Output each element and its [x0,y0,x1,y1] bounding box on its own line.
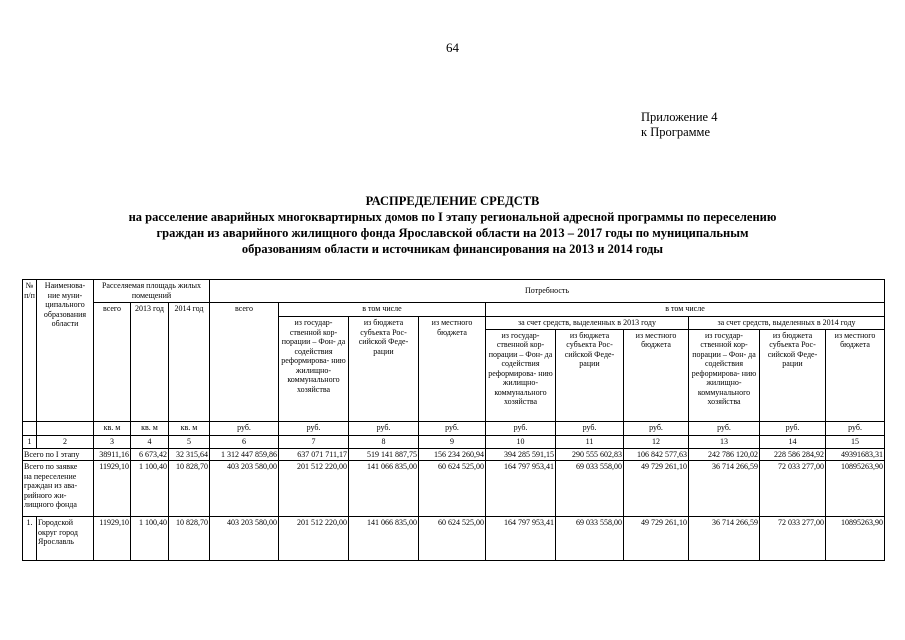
header-fund: из государ- ственной кор- порации – Фон- да содействия реформирова- нию жилищно- коммунального хозяйства [279,317,349,422]
header-regional: из бюджета субъекта Рос- сийской Феде- рации [349,317,419,422]
cell: 10 828,70 [169,517,210,561]
cell: 36 714 266,59 [689,461,760,517]
unit-cell: руб. [486,421,556,435]
col-number: 6 [210,435,279,448]
cell: 156 234 260,94 [419,448,486,461]
row-num: 1. [23,517,37,561]
col-number: 10 [486,435,556,448]
unit-cell: руб. [279,421,349,435]
header-area-total: всего [94,303,131,422]
header-2014-alloc: за счет средств, выделенных в 2014 году [689,317,885,330]
unit-cell: руб. [689,421,760,435]
cell: 69 033 558,00 [556,517,624,561]
col-number: 9 [419,435,486,448]
cell: 49391683,31 [826,448,885,461]
unit-cell: кв. м [94,421,131,435]
unit-cell: руб. [419,421,486,435]
cell: 69 033 558,00 [556,461,624,517]
units-cell [23,421,37,435]
funds-distribution-table [22,279,885,561]
col-number: 13 [689,435,760,448]
row-label: Городской округ город Ярославль [37,517,94,561]
unit-cell: руб. [349,421,419,435]
header-incl-2: в том числе [486,303,885,317]
cell: 6 673,42 [131,448,169,461]
header-fund-2014: из государ- ственной кор- порации – Фон- да содействия реформирова- нию жилищно- коммунального хозяйства [689,329,760,421]
cell: 72 033 277,00 [760,461,826,517]
cell: 1 100,40 [131,461,169,517]
cell: 141 066 835,00 [349,517,419,561]
cell: 242 786 120,02 [689,448,760,461]
title-line-3: образованиям области и источникам финансирования на 2013 и 2014 годы [241,242,664,256]
title-heading: РАСПРЕДЕЛЕНИЕ СРЕДСТВ [365,194,540,208]
cell: 106 842 577,63 [624,448,689,461]
header-need-total: всего [210,303,279,422]
appendix-note [641,110,717,140]
unit-cell: кв. м [131,421,169,435]
header-municipality: Наименова- ние муни- ципального образования области [37,280,94,422]
col-number: 8 [349,435,419,448]
cell: 60 624 525,00 [419,461,486,517]
col-number: 5 [169,435,210,448]
header-need: Потребность [210,280,885,303]
col-number: 4 [131,435,169,448]
cell: 164 797 953,41 [486,461,556,517]
appendix-line-1: Приложение 4 [641,110,718,124]
col-number: 15 [826,435,885,448]
table-row [23,448,885,461]
col-number: 12 [624,435,689,448]
row-label: Всего по заявке на переселение граждан из ава- рийного жи- лищного фонда [23,461,94,517]
header-local-2013: из местного бюджета [624,329,689,421]
cell: 290 555 602,83 [556,448,624,461]
cell: 1 312 447 859,86 [210,448,279,461]
cell: 394 285 591,15 [486,448,556,461]
title-line-2: граждан из аварийного жилищного фонда Ярославской области на 2013 – 2017 годы по муниципальным [156,226,749,240]
unit-cell: руб. [210,421,279,435]
header-local: из местного бюджета [419,317,486,422]
cell: 201 512 220,00 [279,461,349,517]
column-numbers-row [23,435,885,448]
units-cell [37,421,94,435]
header-area-2014: 2014 год [169,303,210,422]
cell: 49 729 261,10 [624,517,689,561]
col-number: 2 [37,435,94,448]
title-line-1: на расселение аварийных многоквартирных домов по I этапу региональной адресной программы по переселению [128,210,777,224]
cell: 10 828,70 [169,461,210,517]
header-incl-1: в том числе [279,303,486,317]
cell: 403 203 580,00 [210,461,279,517]
cell: 60 624 525,00 [419,517,486,561]
cell: 49 729 261,10 [624,461,689,517]
col-number: 14 [760,435,826,448]
table-row [23,517,885,561]
cell: 11929,10 [94,517,131,561]
cell: 141 066 835,00 [349,461,419,517]
row-label: Всего по I этапу [23,448,94,461]
header-regional-2014: из бюджета субъекта Рос- сийской Феде- рации [760,329,826,421]
header-area: Расселяемая площадь жилых помещений [94,280,210,303]
unit-cell: руб. [624,421,689,435]
cell: 164 797 953,41 [486,517,556,561]
header-num: № п/п [23,280,37,422]
col-number: 11 [556,435,624,448]
cell: 72 033 277,00 [760,517,826,561]
cell: 10895263,90 [826,517,885,561]
cell: 10895263,90 [826,461,885,517]
unit-cell: руб. [556,421,624,435]
cell: 403 203 580,00 [210,517,279,561]
unit-cell: руб. [760,421,826,435]
header-local-2014: из местного бюджета [826,329,885,421]
header-regional-2013: из бюджета субъекта Рос- сийской Феде- рации [556,329,624,421]
appendix-line-2: к Программе [641,125,711,139]
cell: 201 512 220,00 [279,517,349,561]
header-fund-2013: из государ- ственной кор- порации – Фон- да содействия реформирова- нию жилищно- коммунального хозяйства [486,329,556,421]
col-number: 1 [23,435,37,448]
page-number: 64 [446,40,459,55]
cell: 637 071 711,17 [279,448,349,461]
header-2013-alloc: за счет средств, выделенных в 2013 году [486,317,689,330]
cell: 1 100,40 [131,517,169,561]
col-number: 3 [94,435,131,448]
table-row [23,461,885,517]
document-title [20,193,885,257]
cell: 11929,10 [94,461,131,517]
cell: 32 315,64 [169,448,210,461]
unit-cell: кв. м [169,421,210,435]
unit-cell: руб. [826,421,885,435]
cell: 228 586 284,92 [760,448,826,461]
cell: 519 141 887,75 [349,448,419,461]
col-number: 7 [279,435,349,448]
header-area-2013: 2013 год [131,303,169,422]
cell: 38911,16 [94,448,131,461]
cell: 36 714 266,59 [689,517,760,561]
